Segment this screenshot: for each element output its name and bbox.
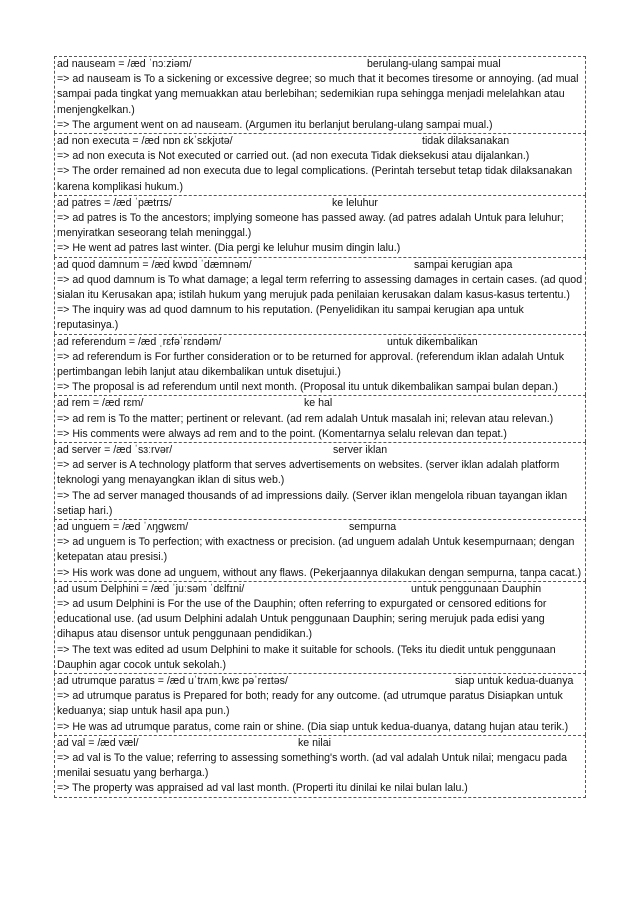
entry-ad-quod-damnum	[54, 257, 586, 334]
entry-ad-non-executa	[54, 133, 586, 195]
entry-ad-val	[54, 735, 586, 798]
entry-definition: => ad patres is To the ancestors; implying someone has passed away. (ad patres adalah Untuk para leluhur; menyiratkan seseorang telah meninggal.)	[57, 211, 564, 240]
entry-term: ad unguem = /æd ˈʌŋɡwɛm/	[57, 520, 189, 533]
entry-example: => The argument went on ad nauseam. (Argumen itu berlanjut berulang-ulang sampai mual.)	[57, 118, 493, 131]
entry-example: => The proposal is ad referendum until next month. (Proposal itu untuk dikembalikan sampai bulan depan.)	[57, 381, 558, 394]
entry-term: ad usum Delphini = /æd ˈjuːsəm ˈdɛlfɪni/	[57, 582, 245, 595]
entry-header	[57, 134, 583, 149]
entry-ad-rem	[54, 395, 586, 442]
entry-ad-unguem	[54, 519, 586, 581]
entry-definition: => ad referendum is For further consideration or to be returned for approval. (referendum iklan adalah Untuk pertimbangan lebih lanjut atau dikembalikan untuk disetujui.)	[57, 350, 565, 378]
entry-header	[57, 582, 583, 597]
entry-ad-usum-delphini	[54, 581, 586, 673]
entry-definition: => ad usum Delphini is For the use of the Dauphin; often referring to expurgated or censored editions for educational use. (ad usum Delphini adalah Untuk penggunaan Dauphin; sering merujuk pada edisi yang dihapus atau disensor untuk penggunaan pendidikan.)	[57, 597, 547, 641]
entry-term: ad patres = /æd ˈpætrɪs/	[57, 196, 172, 209]
entry-definition: => ad unguem is To perfection; with exactness or precision. (ad unguem adalah Untuk kesempurnaan; dengan ketepatan atau presisi.)	[57, 536, 575, 564]
entry-example: => The property was appraised ad val last month. (Properti itu dinilai ke nilai bulan lalu.)	[57, 782, 468, 795]
entry-term: ad server = /æd ˈsɜːrvər/	[57, 443, 173, 456]
entry-definition: => ad rem is To the matter; pertinent or relevant. (ad rem adalah Untuk masalah ini; relevan atau relevan.)	[57, 412, 554, 425]
entry-term: ad utrumque paratus = /æd uˈtrʌmˌkwɛ pəˈreɪtəs/	[57, 674, 288, 687]
entry-term: ad referendum = /æd ˌrɛfəˈrɛndəm/	[57, 335, 222, 348]
entry-gloss: tidak dilaksanakan	[422, 135, 510, 147]
entry-ad-referendum	[54, 334, 586, 396]
entry-example: => His comments were always ad rem and to the point. (Komentarnya selalu relevan dan tepat.)	[57, 427, 507, 440]
entry-example: => The text was edited ad usum Delphini to make it suitable for schools. (Teks itu diedit untuk penggunaan Dauphin agar cocok untuk sekolah.)	[57, 643, 556, 671]
entry-definition: => ad non executa is Not executed or carried out. (ad non executa Tidak dieksekusi atau dijalankan.)	[57, 150, 530, 163]
entry-example: => He was ad utrumque paratus, come rain or shine. (Dia siap untuk kedua-duanya, datang hujan atau terik.)	[57, 720, 569, 733]
entry-header	[57, 57, 583, 72]
entry-gloss: server iklan	[333, 443, 388, 456]
entry-example: => The order remained ad non executa due to legal complications. (Perintah tersebut tetap tidak dilaksanakan karena komplikasi hukum.)	[57, 165, 573, 193]
entry-gloss: ke hal	[304, 397, 333, 410]
entry-term: ad non executa = /æd nɒn ɛkˈsɛkjʊtə/	[57, 135, 233, 147]
entry-header	[57, 396, 583, 411]
entry-definition: => ad utrumque paratus is Prepared for both; ready for any outcome. (ad utrumque paratus Disiapkan untuk keduanya; siap untuk hasil apa pun.)	[57, 690, 563, 718]
entry-header	[57, 736, 583, 751]
entry-example: => He went ad patres last winter. (Dia pergi ke leluhur musim dingin lalu.)	[57, 242, 401, 255]
entry-term: ad val = /æd væl/	[57, 736, 139, 749]
entry-gloss: sampai kerugian apa	[414, 258, 513, 271]
entry-gloss: ke leluhur	[332, 196, 378, 209]
entry-header	[57, 674, 583, 689]
entry-header	[57, 196, 583, 211]
entry-ad-server	[54, 442, 586, 519]
entry-term: ad rem = /æd rɛm/	[57, 397, 144, 410]
entry-definition: => ad quod damnum is To what damage; a legal term referring to assessing damages in certain cases. (ad quod sialan itu Kerusakan apa; istilah hukum yang merujuk pada penilaian kerusakan dalam kasus-kasus tertentu.)	[57, 273, 583, 301]
entry-ad-nauseam	[54, 56, 586, 133]
entry-header	[57, 443, 583, 458]
entry-gloss: untuk dikembalikan	[387, 335, 478, 348]
entry-ad-utrumque-paratus	[54, 673, 586, 735]
vocabulary-document	[54, 56, 586, 798]
entry-header	[57, 335, 583, 350]
entry-header	[57, 520, 583, 535]
entry-definition: => ad nauseam is To a sickening or excessive degree; so much that it becomes tiresome or annoying. (ad mual sampai pada tingkat yang memuakkan atau berlebihan; sedemikian rupa sehingga menjadi melelahkan atau menjengkelkan.)	[57, 73, 579, 116]
entry-example: => The inquiry was ad quod damnum to his reputation. (Penyelidikan itu sampai kerugian apa untuk reputasinya.)	[57, 304, 524, 332]
entry-header	[57, 258, 583, 273]
entry-ad-patres	[54, 195, 586, 257]
entry-term: ad nauseam = /æd ˈnɔːziəm/	[57, 58, 192, 70]
entry-gloss: sempurna	[349, 520, 397, 533]
entry-example: => His work was done ad unguem, without any flaws. (Pekerjaannya dilakukan dengan sempurna, tanpa cacat.)	[57, 566, 582, 579]
entry-definition: => ad val is To the value; referring to assessing something's worth. (ad val adalah Untuk nilai; mengacu pada menilai sesuatu yang berharga.)	[57, 751, 568, 780]
entry-gloss: siap untuk kedua-duanya	[455, 674, 574, 687]
entry-gloss: ke nilai	[298, 736, 331, 749]
entry-term: ad quod damnum = /æd kwɒd ˈdæmnəm/	[57, 258, 252, 271]
entry-definition: => ad server is A technology platform that serves advertisements on websites. (server iklan adalah platform teknologi yang menayangkan iklan di situs web.)	[57, 459, 560, 487]
entry-example: => The ad server managed thousands of ad impressions daily. (Server iklan mengelola ribuan tayangan iklan setiap hari.)	[57, 489, 568, 517]
entry-gloss: untuk penggunaan Dauphin	[411, 582, 542, 595]
entry-gloss: berulang-ulang sampai mual	[367, 58, 501, 70]
